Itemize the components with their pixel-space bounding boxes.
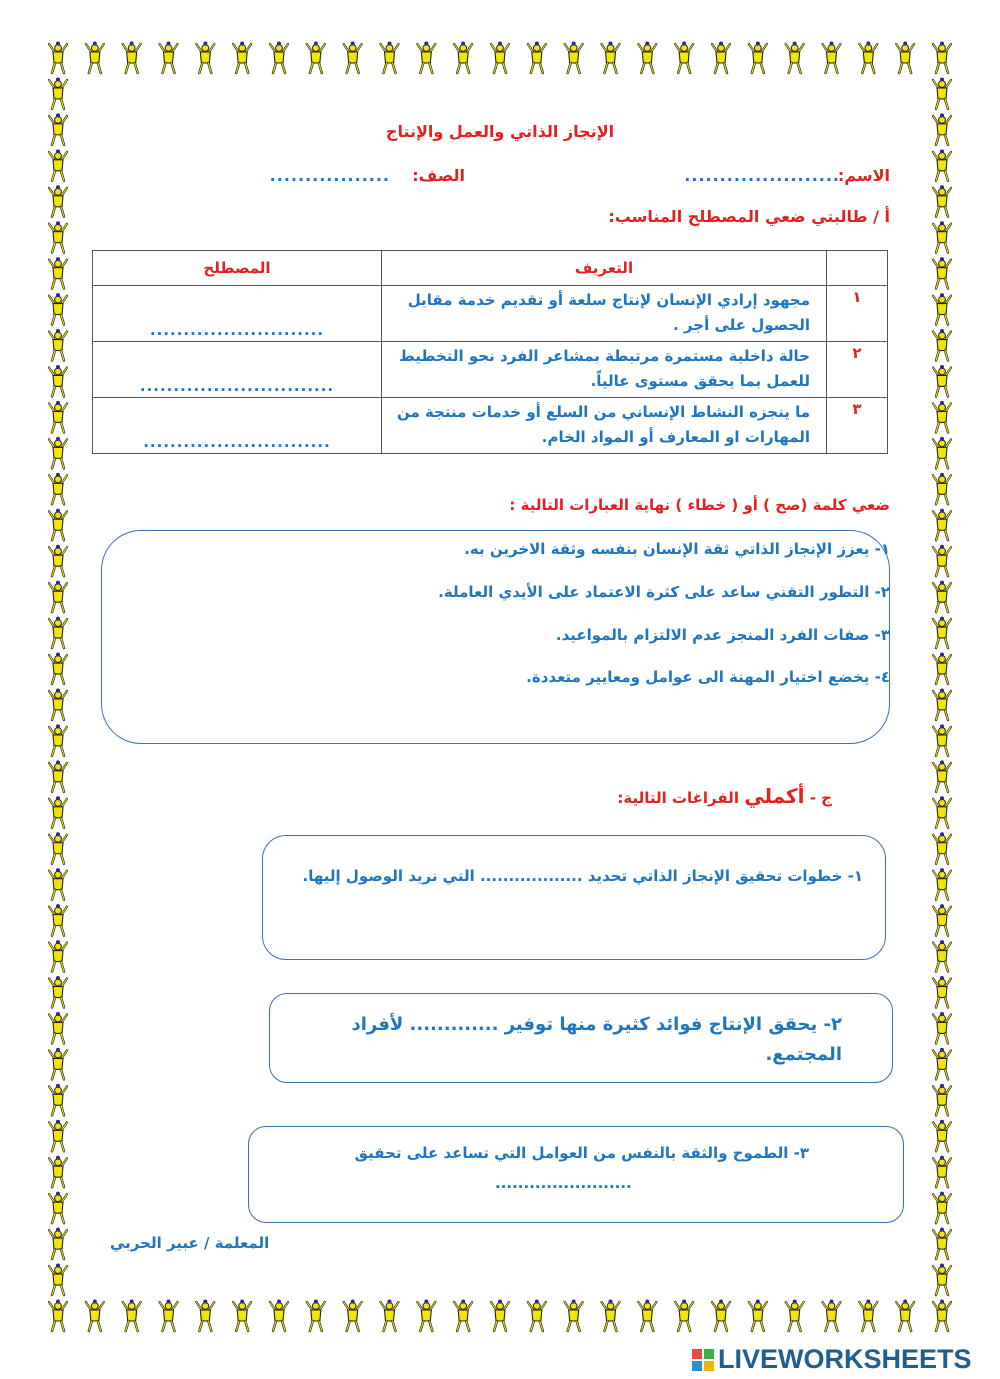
border-figure-icon [344, 42, 362, 74]
border-figure-icon [602, 42, 620, 74]
border-figure-icon [933, 473, 951, 505]
border-figure-icon [270, 1300, 288, 1332]
border-figure-icon [933, 940, 951, 972]
border-figure-icon [381, 42, 399, 74]
border-figure-icon [675, 42, 693, 74]
border-figure-icon [933, 1156, 951, 1188]
row-number: ٢ [827, 342, 888, 398]
border-figure-icon [123, 1300, 141, 1332]
section-a-heading: أ / طالبتي ضعي المصطلح المناسب: [608, 207, 890, 226]
border-figure-icon [823, 42, 841, 74]
border-figure-icon [49, 796, 67, 828]
header-term: المصطلح [93, 251, 382, 286]
border-figure-icon [638, 1300, 656, 1332]
table-row [93, 342, 888, 398]
border-figure-icon [49, 940, 67, 972]
border-figure-icon [49, 1300, 67, 1332]
border-figure-icon [49, 617, 67, 649]
border-figure-icon [49, 868, 67, 900]
border-figure-icon [786, 42, 804, 74]
term-answer-field[interactable]: ............................ [93, 398, 382, 454]
row-number: ١ [827, 286, 888, 342]
border-figure-icon [49, 1120, 67, 1152]
border-figure-icon [233, 42, 251, 74]
border-figure-icon [933, 545, 951, 577]
border-figure-icon [49, 149, 67, 181]
border-figure-icon [712, 42, 730, 74]
border-figure-icon [49, 221, 67, 253]
statement-3[interactable]: ٣- صفات الفرد المنجز عدم الالتزام بالمواعيد. [555, 626, 890, 644]
border-figure-icon [933, 1048, 951, 1080]
border-figure-icon [49, 185, 67, 217]
border-figure-icon [49, 1264, 67, 1296]
border-figure-icon [823, 1300, 841, 1332]
border-figure-icon [933, 1012, 951, 1044]
liveworksheets-text: LIVEWORKSHEETS [718, 1344, 972, 1374]
border-figure-icon [933, 42, 951, 74]
border-figure-icon [933, 1084, 951, 1116]
border-figure-icon [933, 760, 951, 792]
class-label: الصف: [412, 166, 465, 185]
fill-box-1 [262, 835, 886, 960]
border-figure-icon [49, 1156, 67, 1188]
table-row [93, 398, 888, 454]
border-figure-icon [233, 1300, 251, 1332]
name-label: الاسم: [837, 166, 890, 185]
border-figure-icon [786, 1300, 804, 1332]
border-figure-icon [565, 1300, 583, 1332]
border-figure-icon [49, 976, 67, 1008]
row-definition: مجهود إرادي الإنسان لإنتاج سلعة أو تقديم خدمة مقابل الحصول على أجر . [382, 286, 827, 342]
border-figure-icon [528, 1300, 546, 1332]
border-figure-icon [49, 509, 67, 541]
border-figure-icon [933, 149, 951, 181]
term-answer-field[interactable]: .......................... [93, 286, 382, 342]
border-figure-icon [933, 257, 951, 289]
border-figure-icon [933, 365, 951, 397]
border-figure-icon [454, 42, 472, 74]
header-definition: التعريف [382, 251, 827, 286]
section-c-suffix: الفراغات التالية: [617, 789, 739, 807]
border-figure-icon [270, 42, 288, 74]
border-figure-icon [933, 185, 951, 217]
border-figure-icon [859, 1300, 877, 1332]
border-figure-icon [454, 1300, 472, 1332]
border-figure-icon [675, 1300, 693, 1332]
border-figure-icon [896, 42, 914, 74]
border-figure-icon [528, 42, 546, 74]
border-figure-icon [638, 42, 656, 74]
border-figure-icon [896, 1300, 914, 1332]
liveworksheets-logo [692, 1344, 972, 1375]
fill-sentence-1[interactable]: ١- خطوات تحقيق الإنجاز الذاتي تحديد .................. التي نريد الوصول إليها. [302, 867, 863, 885]
border-figure-icon [49, 42, 67, 74]
border-figure-icon [49, 437, 67, 469]
border-figure-icon [491, 1300, 509, 1332]
border-figure-icon [933, 653, 951, 685]
fill-sentence-2[interactable]: ٢- يحقق الإنتاج فوائد كثيرة منها توفير ............. لأفراد المجتمع. [351, 1014, 842, 1065]
border-figure-icon [933, 329, 951, 361]
fill-sentence-3[interactable]: ٣- الطموح والثقة بالنفس من العوامل التي تساعد على تحقيق [354, 1144, 809, 1162]
statement-1[interactable]: ١- يعزز الإنجاز الذاتي ثقة الإنسان بنفسه وثقة الاخرين به. [464, 540, 890, 558]
border-figure-icon [417, 42, 435, 74]
border-figure-icon [49, 688, 67, 720]
border-figure-icon [196, 1300, 214, 1332]
border-figure-icon [49, 473, 67, 505]
border-figure-icon [49, 1228, 67, 1260]
teacher-name: المعلمة / عبير الحربي [110, 1234, 270, 1252]
section-c-heading [617, 784, 832, 808]
section-b-heading: ضعي كلمة (صح ) أو ( خطاء ) نهاية العبارات التالية : [509, 496, 890, 514]
row-definition: حالة داخلية مستمرة مرتبطة بمشاعر الفرد نحو التخطيط للعمل بما يحقق مستوى عالياً. [382, 342, 827, 398]
class-field[interactable]: ................. [269, 166, 390, 185]
border-figure-icon [933, 688, 951, 720]
border-figure-icon [933, 401, 951, 433]
border-figure-icon [933, 796, 951, 828]
border-figure-icon [49, 1048, 67, 1080]
border-figure-icon [49, 724, 67, 756]
border-figure-icon [307, 1300, 325, 1332]
border-figure-icon [933, 1300, 951, 1332]
border-figure-icon [933, 1120, 951, 1152]
border-figure-icon [49, 329, 67, 361]
border-figure-icon [491, 42, 509, 74]
border-figure-icon [933, 1192, 951, 1224]
fill-box-3 [248, 1126, 904, 1223]
liveworksheets-icon [692, 1349, 714, 1371]
terms-table [92, 250, 888, 454]
border-figure-icon [933, 77, 951, 109]
border-figure-icon [602, 1300, 620, 1332]
table-header-row [93, 251, 888, 286]
border-figure-icon [933, 1264, 951, 1296]
border-figure-icon [49, 545, 67, 577]
border-figure-icon [49, 1084, 67, 1116]
border-figure-icon [933, 976, 951, 1008]
section-c-verb: أكملي [744, 784, 805, 808]
border-figure-icon [933, 724, 951, 756]
border-figure-icon [49, 581, 67, 613]
border-figure-icon [49, 904, 67, 936]
border-figure-icon [933, 509, 951, 541]
border-figure-icon [49, 257, 67, 289]
header-number [827, 251, 888, 286]
border-figure-icon [381, 1300, 399, 1332]
term-answer-field[interactable]: ............................. [93, 342, 382, 398]
border-figure-icon [859, 42, 877, 74]
border-figure-icon [49, 293, 67, 325]
border-figure-icon [307, 42, 325, 74]
fill-box-2 [269, 993, 893, 1083]
border-figure-icon [933, 113, 951, 145]
border-figure-icon [86, 42, 104, 74]
border-figure-icon [49, 760, 67, 792]
border-figure-icon [565, 42, 583, 74]
border-figure-icon [933, 832, 951, 864]
border-figure-icon [749, 1300, 767, 1332]
worksheet-title: الإنجاز الذاتي والعمل والإنتاج [385, 122, 615, 141]
border-figure-icon [933, 868, 951, 900]
border-figure-icon [49, 1012, 67, 1044]
border-figure-icon [933, 581, 951, 613]
border-figure-icon [49, 401, 67, 433]
border-figure-icon [417, 1300, 435, 1332]
border-figure-icon [933, 617, 951, 649]
border-figure-icon [49, 653, 67, 685]
statement-4[interactable]: ٤- يخضع اختيار المهنة الى عوامل ومعايير متعددة. [526, 668, 890, 686]
border-figure-icon [933, 293, 951, 325]
statement-2[interactable]: ٢- التطور التقني ساعد على كثرة الاعتماد على الأيدي العاملة. [438, 583, 890, 601]
border-figure-icon [712, 1300, 730, 1332]
border-figure-icon [49, 1192, 67, 1224]
border-figure-icon [49, 365, 67, 397]
section-c-prefix: ج - [809, 789, 832, 807]
border-figure-icon [933, 437, 951, 469]
row-number: ٣ [827, 398, 888, 454]
border-figure-icon [933, 904, 951, 936]
border-figure-icon [49, 77, 67, 109]
border-figure-icon [344, 1300, 362, 1332]
name-field[interactable]: ...................... [684, 166, 840, 185]
border-figure-icon [160, 1300, 178, 1332]
border-figure-icon [933, 221, 951, 253]
border-figure-icon [933, 1228, 951, 1260]
border-figure-icon [160, 42, 178, 74]
border-figure-icon [749, 42, 767, 74]
border-figure-icon [49, 113, 67, 145]
fill-sentence-3-blank[interactable]: ........................ [495, 1174, 632, 1192]
row-definition: ما ينجزه النشاط الإنساني من السلع أو خدمات منتجة من المهارات او المعارف أو المواد الخام. [382, 398, 827, 454]
border-figure-icon [86, 1300, 104, 1332]
table-row [93, 286, 888, 342]
border-figure-icon [196, 42, 214, 74]
border-figure-icon [49, 832, 67, 864]
border-figure-icon [123, 42, 141, 74]
